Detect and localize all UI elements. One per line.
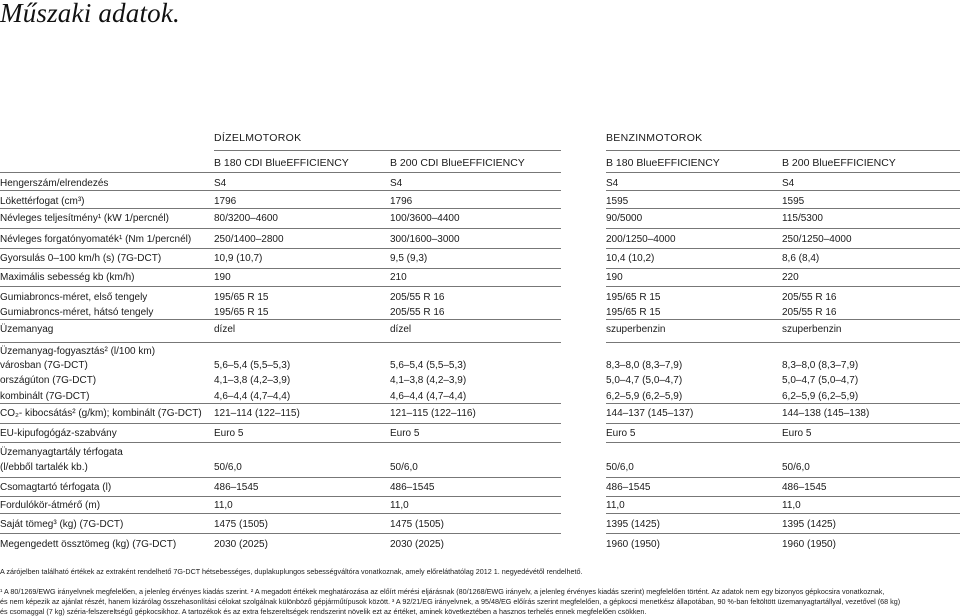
spec-cell: Euro 5 (606, 428, 636, 439)
row-label: CO₂- kibocsátás² (g/km); kombinált (7G-DCT) (0, 408, 202, 419)
spec-cell: 195/65 R 15 (214, 292, 269, 303)
petrol-group-heading: BENZINMOTOROK (606, 132, 703, 144)
spec-cell: 50/6,0 (390, 462, 418, 473)
row-label: Névleges forgatónyomaték¹ (Nm 1/percnél) (0, 234, 192, 245)
row-divider (606, 477, 960, 478)
row-divider (0, 442, 561, 443)
spec-cell: 220 (782, 272, 799, 283)
model-header-b200-cdi: B 200 CDI BlueEFFICIENCY (390, 157, 525, 169)
spec-cell: 486–1545 (606, 482, 651, 493)
spec-cell: 90/5000 (606, 213, 643, 224)
footnote-line: A zárójelben található értékek az extraként rendelhető 7G-DCT hétsebességes, duplakuplungos sebességváltóra vonatkoznak, amely előreláthatólag 2012 1. negyedévétől rendelhető. (0, 567, 583, 576)
row-divider (0, 477, 561, 478)
row-divider (0, 286, 561, 287)
page-title: Műszaki adatok. (0, 0, 180, 28)
spec-cell: 486–1545 (214, 482, 259, 493)
row-divider (0, 533, 561, 534)
row-divider (606, 286, 960, 287)
row-divider (606, 190, 960, 191)
diesel-group-rule (214, 150, 561, 151)
row-divider (606, 533, 960, 534)
spec-cell: 5,0–4,7 (5,0–4,7) (606, 375, 683, 386)
spec-cell: 4,6–4,4 (4,7–4,4) (214, 391, 291, 402)
row-divider (0, 496, 561, 497)
row-label: Üzemanyag-fogyasztás² (l/100 km) (0, 346, 156, 357)
spec-cell: 5,0–4,7 (5,0–4,7) (782, 375, 859, 386)
spec-cell: 6,2–5,9 (6,2–5,9) (606, 391, 683, 402)
spec-cell: S4 (390, 178, 403, 189)
row-divider (0, 228, 561, 229)
row-divider (606, 319, 960, 320)
spec-cell: 11,0 (782, 500, 801, 511)
spec-cell: 10,4 (10,2) (606, 253, 655, 264)
spec-cell: 5,6–5,4 (5,5–5,3) (390, 360, 467, 371)
spec-cell: 195/65 R 15 (606, 307, 661, 318)
spec-cell: 190 (214, 272, 231, 283)
model-header-b180: B 180 BlueEFFICIENCY (606, 157, 720, 169)
row-divider (606, 342, 960, 343)
row-label: (l/ebből tartalék kb.) (0, 462, 88, 473)
row-divider (0, 268, 561, 269)
spec-cell: S4 (606, 178, 619, 189)
spec-cell: szuperbenzin (782, 324, 842, 335)
spec-cell: 1395 (1425) (782, 519, 836, 530)
spec-cell: 80/3200–4600 (214, 213, 278, 224)
row-divider (0, 172, 561, 173)
footnote-line: és nem képezik az ajánlat részét, hanem kizárólag összehasonlítási célokat szolgálnak különböző gépjárműtípusok között. ³ A 92/21/EG irányelvnek, a 95/48/EG előírás szerint megfelelően, a gépkocsi menetkész állapotában, 90 %-ban feltöltött üzemanyagtartállyal, vezetővel (68 kg) (0, 597, 901, 606)
spec-cell: 300/1600–3000 (390, 234, 460, 245)
row-divider (0, 248, 561, 249)
row-divider (606, 172, 960, 173)
spec-cell: Euro 5 (214, 428, 244, 439)
row-divider (606, 208, 960, 209)
spec-cell: 205/55 R 16 (390, 307, 445, 318)
spec-cell: 50/6,0 (214, 462, 242, 473)
spec-cell: 2030 (2025) (214, 539, 268, 550)
spec-cell: 486–1545 (782, 482, 827, 493)
row-divider (606, 513, 960, 514)
spec-cell: 5,6–5,4 (5,5–5,3) (214, 360, 291, 371)
row-divider (606, 403, 960, 404)
spec-cell: 200/1250–4000 (606, 234, 676, 245)
row-label: Fordulókör-átmérő (m) (0, 500, 101, 511)
spec-cell: 4,1–3,8 (4,2–3,9) (214, 375, 291, 386)
row-label: Lökettérfogat (cm³) (0, 196, 85, 207)
spec-cell: 205/55 R 16 (782, 307, 837, 318)
spec-cell: 100/3600–4400 (390, 213, 460, 224)
spec-cell: dízel (214, 324, 236, 335)
row-divider (0, 423, 561, 424)
spec-cell: 50/6,0 (606, 462, 634, 473)
spec-cell: 195/65 R 15 (606, 292, 661, 303)
row-divider (606, 423, 960, 424)
spec-cell: 121–114 (122–115) (214, 408, 300, 419)
row-divider (0, 319, 561, 320)
spec-cell: 1796 (390, 196, 413, 207)
spec-cell: 8,6 (8,4) (782, 253, 820, 264)
row-divider (0, 190, 561, 191)
row-label: Csomagtartó térfogata (l) (0, 482, 112, 493)
row-label: Üzemanyag (0, 324, 54, 335)
row-divider (0, 208, 561, 209)
row-label: országúton (7G-DCT) (0, 375, 97, 386)
spec-cell: 115/5300 (782, 213, 823, 224)
petrol-group-rule (606, 150, 960, 151)
spec-cell: S4 (782, 178, 795, 189)
spec-cell: 250/1400–2800 (214, 234, 284, 245)
spec-cell: szuperbenzin (606, 324, 666, 335)
spec-cell: 195/65 R 15 (214, 307, 269, 318)
row-label: Névleges teljesítmény¹ (kW 1/percnél) (0, 213, 169, 224)
spec-cell: 50/6,0 (782, 462, 810, 473)
spec-cell: 190 (606, 272, 623, 283)
spec-cell: 1475 (1505) (390, 519, 444, 530)
row-label: Saját tömeg³ (kg) (7G-DCT) (0, 519, 124, 530)
row-divider (0, 513, 561, 514)
spec-cell: 210 (390, 272, 407, 283)
row-divider (606, 228, 960, 229)
row-divider (606, 442, 960, 443)
row-label: Maximális sebesség kb (km/h) (0, 272, 135, 283)
row-label: Gumiabroncs-méret, első tengely (0, 292, 148, 303)
footnote-line: és csomaggal (7 kg) széria-felszereltségű gépkocsikhoz. A tartozékok és az extra felszereltségek rendszerint növelik ezt az értéket, aminek következtében a hasznos terhelés ennek megfelelően csökken. (0, 607, 647, 616)
row-divider (606, 496, 960, 497)
spec-cell: 4,6–4,4 (4,7–4,4) (390, 391, 467, 402)
row-label: Üzemanyagtartály térfogata (0, 447, 123, 458)
row-label: EU-kipufogógáz-szabvány (0, 428, 117, 439)
model-header-b200: B 200 BlueEFFICIENCY (782, 157, 896, 169)
spec-cell: 1595 (606, 196, 629, 207)
spec-cell: 4,1–3,8 (4,2–3,9) (390, 375, 467, 386)
row-label: Gumiabroncs-méret, hátsó tengely (0, 307, 154, 318)
spec-cell: 1960 (1950) (782, 539, 836, 550)
spec-cell: 250/1250–4000 (782, 234, 852, 245)
spec-cell: 144–138 (145–138) (782, 408, 870, 419)
row-divider (606, 248, 960, 249)
spec-cell: Euro 5 (390, 428, 420, 439)
spec-cell: 11,0 (606, 500, 625, 511)
spec-cell: 11,0 (214, 500, 233, 511)
row-label: Gyorsulás 0–100 km/h (s) (7G-DCT) (0, 253, 162, 264)
model-header-b180-cdi: B 180 CDI BlueEFFICIENCY (214, 157, 349, 169)
spec-cell: 11,0 (390, 500, 409, 511)
row-label: Megengedett össztömeg (kg) (7G-DCT) (0, 539, 177, 550)
spec-cell: 6,2–5,9 (6,2–5,9) (782, 391, 859, 402)
spec-cell: 10,9 (10,7) (214, 253, 263, 264)
row-divider (0, 403, 561, 404)
spec-cell: 121–115 (122–116) (390, 408, 476, 419)
spec-cell: 205/55 R 16 (782, 292, 837, 303)
spec-cell: Euro 5 (782, 428, 812, 439)
spec-cell: 8,3–8,0 (8,3–7,9) (782, 360, 859, 371)
row-label: Hengerszám/elrendezés (0, 178, 109, 189)
footnote-line: ¹ A 80/1269/EWG irányelvnek megfelelően, a jelenleg érvényes kiadás szerint. ² A megadott értékek meghatározása az előírt mérési eljárásnak (80/1268/EWG irányelv, a jelenleg érvényes kiadás szerint) megfelelően történt. Az adatok nem egy bizonyos gépkocsira vonatkoznak, (0, 587, 885, 596)
spec-cell: 9,5 (9,3) (390, 253, 428, 264)
diesel-group-heading: DÍZELMOTOROK (214, 132, 302, 144)
spec-cell: 205/55 R 16 (390, 292, 445, 303)
spec-cell: 1475 (1505) (214, 519, 268, 530)
spec-cell: 1960 (1950) (606, 539, 660, 550)
row-label: kombinált (7G-DCT) (0, 391, 90, 402)
spec-cell: dízel (390, 324, 412, 335)
spec-cell: 8,3–8,0 (8,3–7,9) (606, 360, 683, 371)
row-divider (606, 268, 960, 269)
spec-cell: 1796 (214, 196, 237, 207)
spec-cell: 1395 (1425) (606, 519, 660, 530)
spec-cell: 2030 (2025) (390, 539, 444, 550)
row-divider (0, 342, 561, 343)
spec-cell: S4 (214, 178, 227, 189)
spec-cell: 486–1545 (390, 482, 435, 493)
spec-cell: 1595 (782, 196, 805, 207)
row-label: városban (7G-DCT) (0, 360, 88, 371)
spec-cell: 144–137 (145–137) (606, 408, 694, 419)
